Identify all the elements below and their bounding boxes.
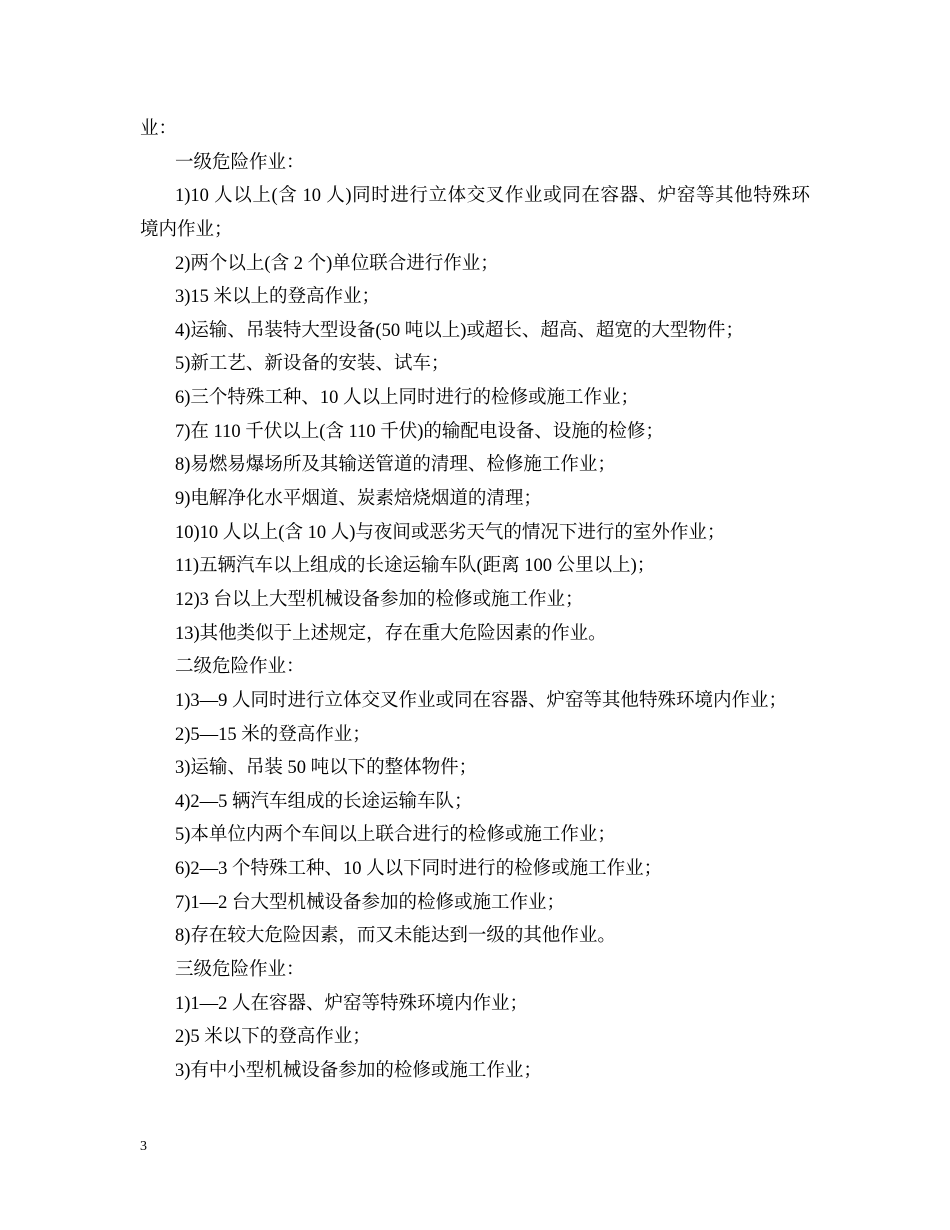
list-item: 3)运输、吊装 50 吨以下的整体物件； xyxy=(175,758,478,779)
list-item: 1)3—9 人同时进行立体交叉作业或同在容器、炉窑等其他特殊环境内作业； xyxy=(175,690,788,711)
list-item: 5)本单位内两个车间以上联合进行的检修或施工作业； xyxy=(175,825,616,846)
page-number: 3 xyxy=(140,1139,147,1154)
text-line: 业： xyxy=(140,119,178,139)
list-item: 13)其他类似于上述规定，存在重大危险因素的作业。 xyxy=(175,623,607,644)
list-item: 6)2—3 个特殊工种、10 人以下同时进行的检修或施工作业； xyxy=(175,859,663,880)
list-item: 8)存在较大危险因素，而又未能达到一级的其他作业。 xyxy=(175,926,616,947)
list-item: 12)3 台以上大型机械设备参加的检修或施工作业； xyxy=(175,589,584,610)
list-item: 7)1—2 台大型机械设备参加的检修或施工作业； xyxy=(175,892,566,913)
section-heading-level-2: 二级危险作业： xyxy=(175,657,305,678)
list-item: 11)五辆汽车以上组成的长途运输车队(距离 100 公里以上)； xyxy=(175,556,656,577)
list-item: 4)2—5 辆汽车组成的长途运输车队； xyxy=(175,791,473,812)
text-line: 境内作业； xyxy=(140,219,233,240)
list-item: 2)5 米以下的登高作业； xyxy=(175,1027,371,1048)
list-item: 2)5—15 米的登高作业； xyxy=(175,724,371,745)
list-item: 1)10 人以上(含 10 人)同时进行立体交叉作业或同在容器、炉窑等其他特殊环 xyxy=(175,186,810,207)
list-item: 6)三个特殊工种、10 人以上同时进行的检修或施工作业； xyxy=(175,388,640,409)
list-item: 2)两个以上(含 2 个)单位联合进行作业； xyxy=(175,253,499,274)
list-item: 4)运输、吊装特大型设备(50 吨以上)或超长、超高、超宽的大型物件； xyxy=(175,320,744,341)
list-item: 9)电解净化水平烟道、炭素焙烧烟道的清理； xyxy=(175,489,542,510)
section-heading-level-1: 一级危险作业： xyxy=(175,152,305,173)
list-item: 5)新工艺、新设备的安装、试车； xyxy=(175,354,450,375)
list-item: 8)易燃易爆场所及其输送管道的清理、检修施工作业； xyxy=(175,455,616,476)
list-item: 7)在 110 千伏以上(含 110 千伏)的输配电设备、设施的检修； xyxy=(175,421,664,442)
list-item: 1)1—2 人在容器、炉窑等特殊环境内作业； xyxy=(175,993,529,1014)
list-item: 10)10 人以上(含 10 人)与夜间或恶劣天气的情况下进行的室外作业； xyxy=(175,522,726,543)
document-body xyxy=(140,113,820,1089)
list-item: 3)15 米以上的登高作业； xyxy=(175,287,381,308)
section-heading-level-3: 三级危险作业： xyxy=(175,960,305,981)
list-item: 3)有中小型机械设备参加的检修或施工作业； xyxy=(175,1060,542,1081)
